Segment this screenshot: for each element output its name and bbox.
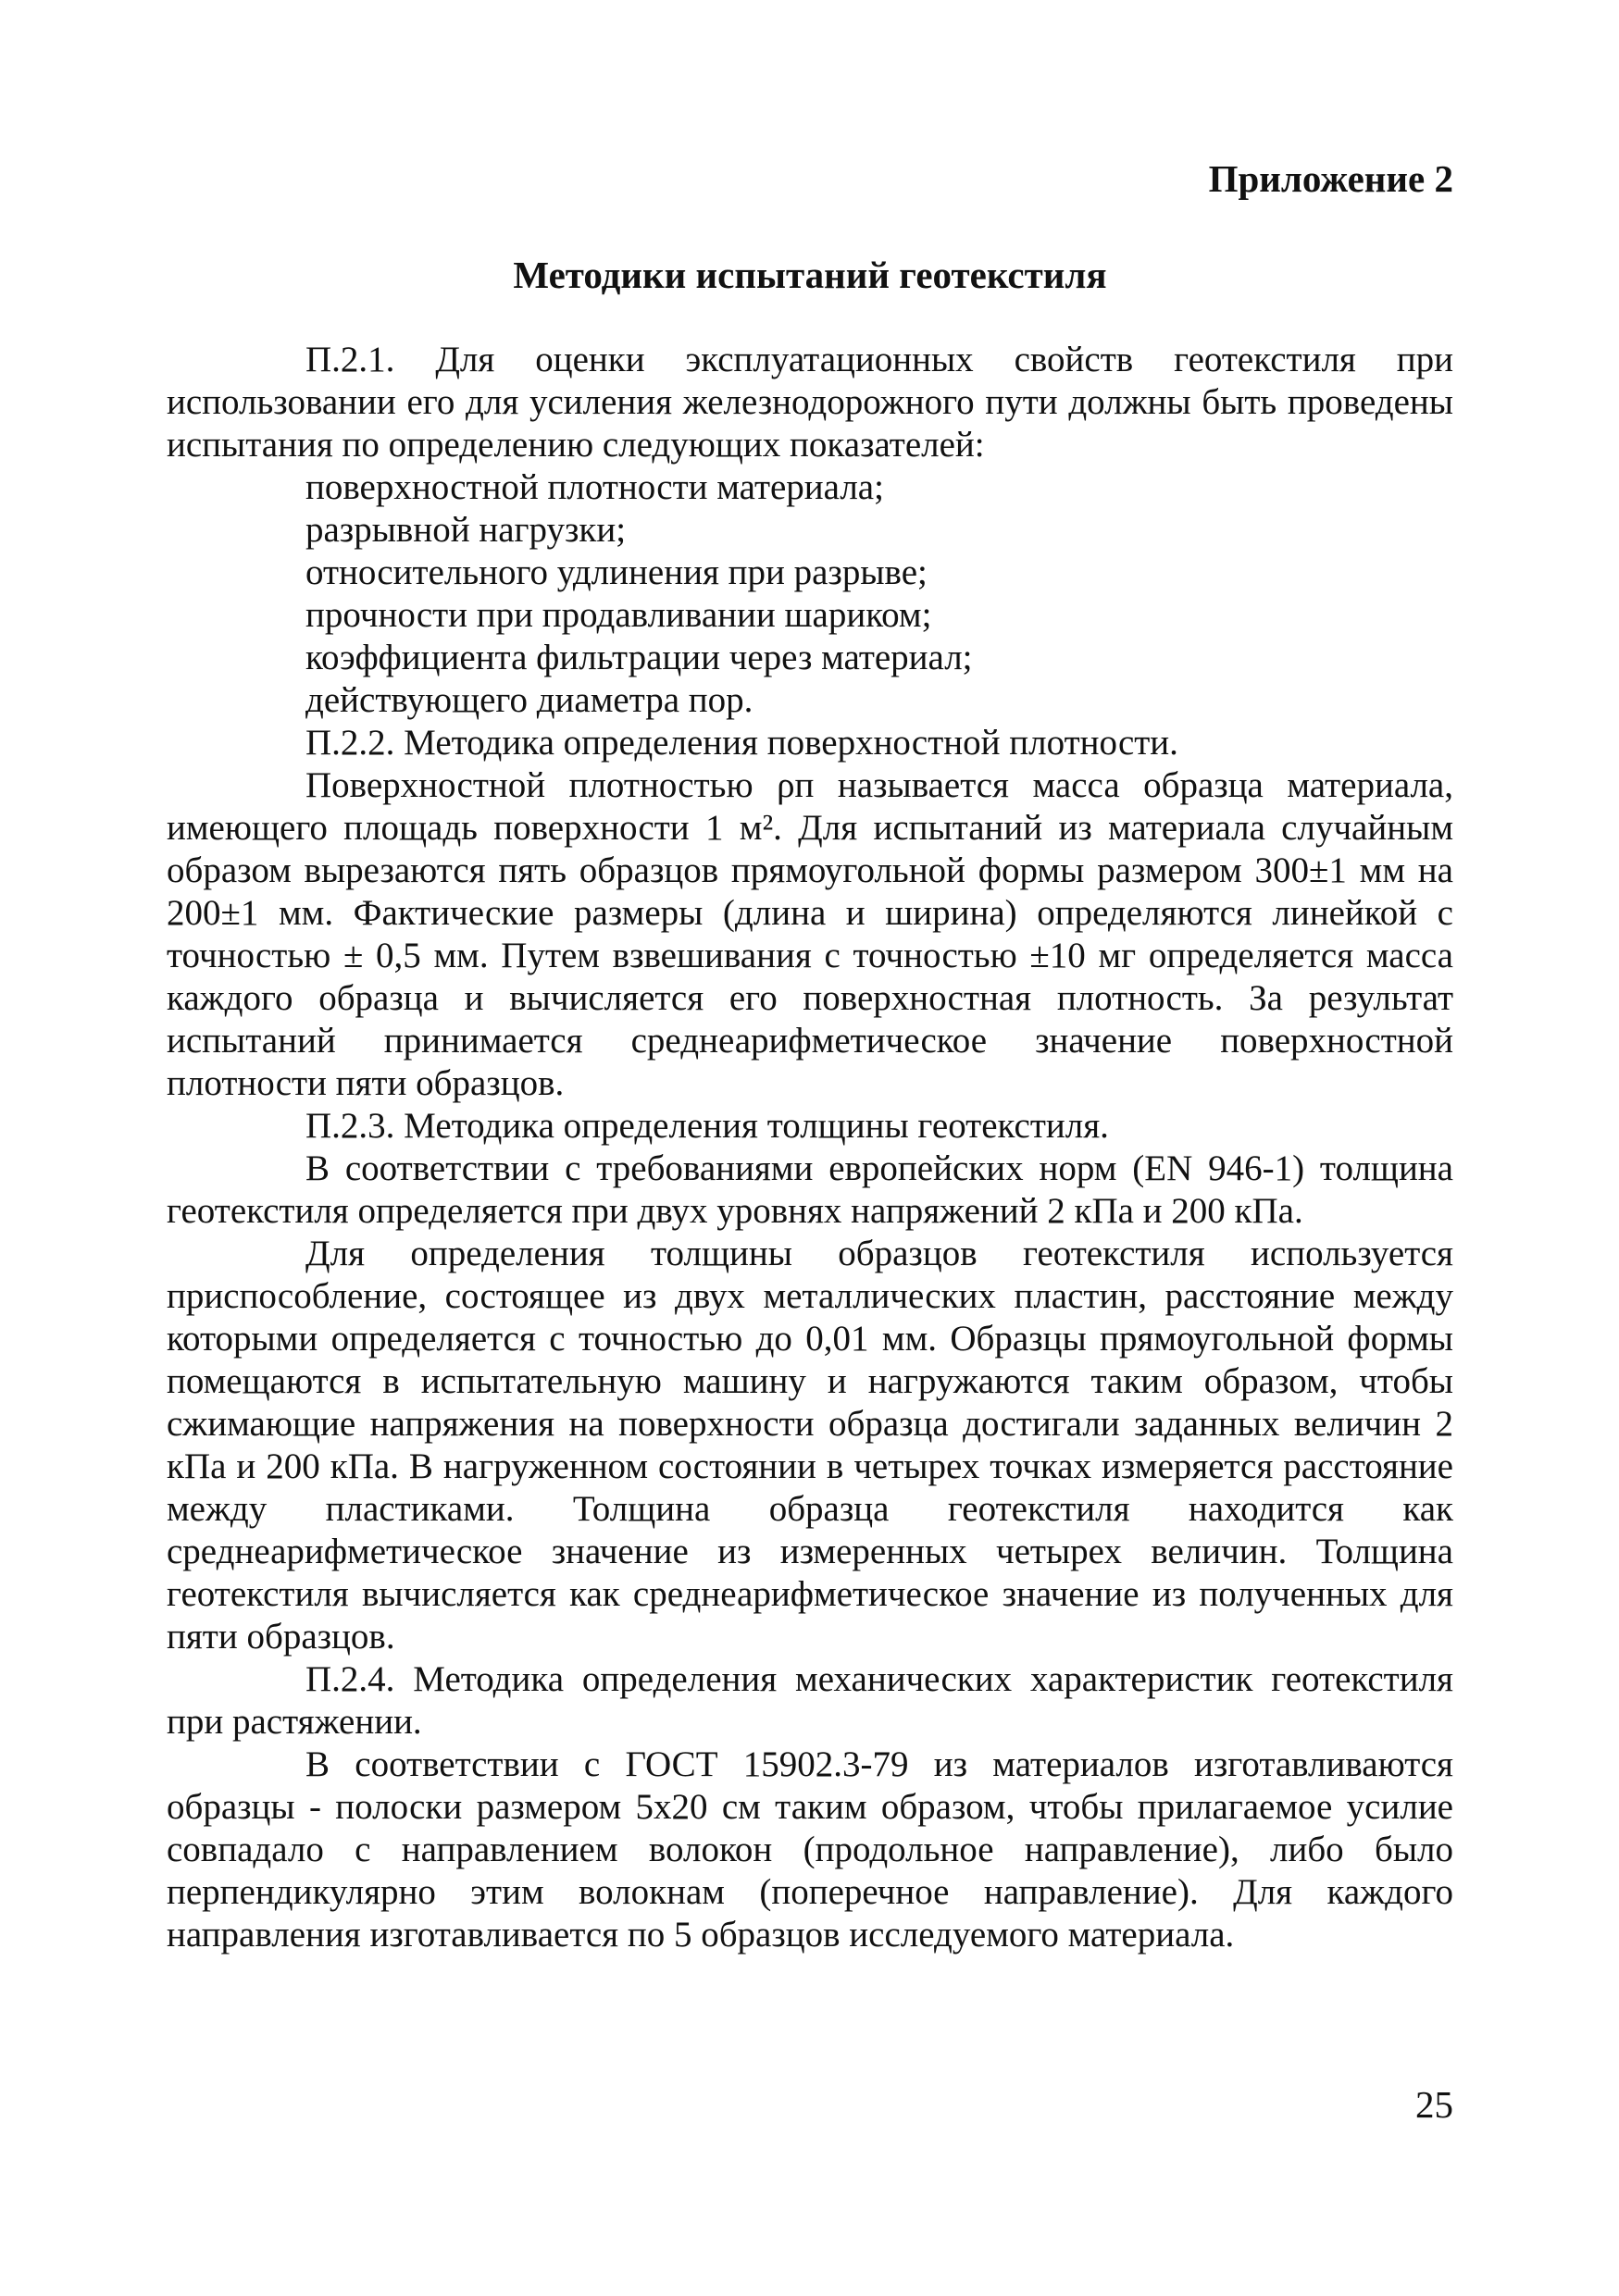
document-page (167, 157, 1453, 1956)
list-item: коэффициента фильтрации через материал; (305, 638, 973, 677)
section-2-3-heading: П.2.3. Методика определения толщины геотекстиля. (305, 1106, 1109, 1146)
list-item: относительного удлинения при разрыве; (305, 552, 928, 592)
appendix-label: Приложение 2 (1208, 157, 1453, 200)
section-2-2-heading: П.2.2. Методика определения поверхностной плотности. (305, 723, 1178, 763)
list-item: прочности при продавливании шариком; (305, 595, 932, 635)
list-item: действующего диаметра пор. (305, 680, 753, 720)
section-2-3-body-1: В соответствии с требованиями европейских норм (EN 946-1) толщина геотекстиля определяется при двух уровнях напряжений 2 кПа и 200 кПа. (167, 1148, 1453, 1231)
section-2-4-body: В соответствии с ГОСТ 15902.3-79 из материалов изготавливаются образцы - полоски размером 5х20 см таким образом, чтобы прилагаемое усилие совпадало с направлением волокон (продольное направление), либо было перпендикулярно этим волокнам (поперечное направление). Для каждого направления изготавливается по 5 образцов исследуемого материала. (167, 1744, 1453, 1955)
section-2-2-body: Поверхностной плотностью ρп называется масса образца материала, имеющего площадь поверхности 1 м². Для испытаний из материала случайным образом вырезаются пять образцов прямоугольной формы размером 300±1 мм на 200±1 мм. Фактические размеры (длина и ширина) определяются линейкой с точностью ± 0,5 мм. Путем взвешивания с точностью ±10 мг определяется масса каждого образца и вычисляется его поверхностная плотность. За результат испытаний принимается среднеарифметическое значение поверхностной плотности пяти образцов. (167, 765, 1453, 1103)
page-number: 25 (1415, 2083, 1453, 2126)
document-title: Методики испытаний геотекстиля (513, 254, 1107, 296)
list-item: поверхностной плотности материала; (305, 467, 884, 507)
indicator-list (167, 466, 1453, 722)
section-2-3-body-2: Для определения толщины образцов геотекстиля используется приспособление, состоящее из двух металлических пластин, расстояние между которыми определяется с точностью до 0,01 мм. Образцы прямоугольной формы помещаются в испытательную машину и нагружаются таким образом, чтобы сжимающие напряжения на поверхности образца достигали заданных величин 2 кПа и 200 кПа. В нагруженном состоянии в четырех точках измеряется расстояние между пластиками. Толщина образца геотекстиля находится как среднеарифметическое значение из измеренных четырех величин. Толщина геотекстиля вычисляется как среднеарифметическое значение из полученных для пяти образцов. (167, 1234, 1453, 1657)
section-2-1-intro: П.2.1. Для оценки эксплуатационных свойств геотекстиля при использовании его для усиления железнодорожного пути должны быть проведены испытания по определению следующих показателей: (167, 340, 1453, 465)
list-item: разрывной нагрузки; (305, 510, 627, 550)
section-2-4-heading: П.2.4. Методика определения механических характеристик геотекстиля при растяжении. (167, 1659, 1453, 1742)
